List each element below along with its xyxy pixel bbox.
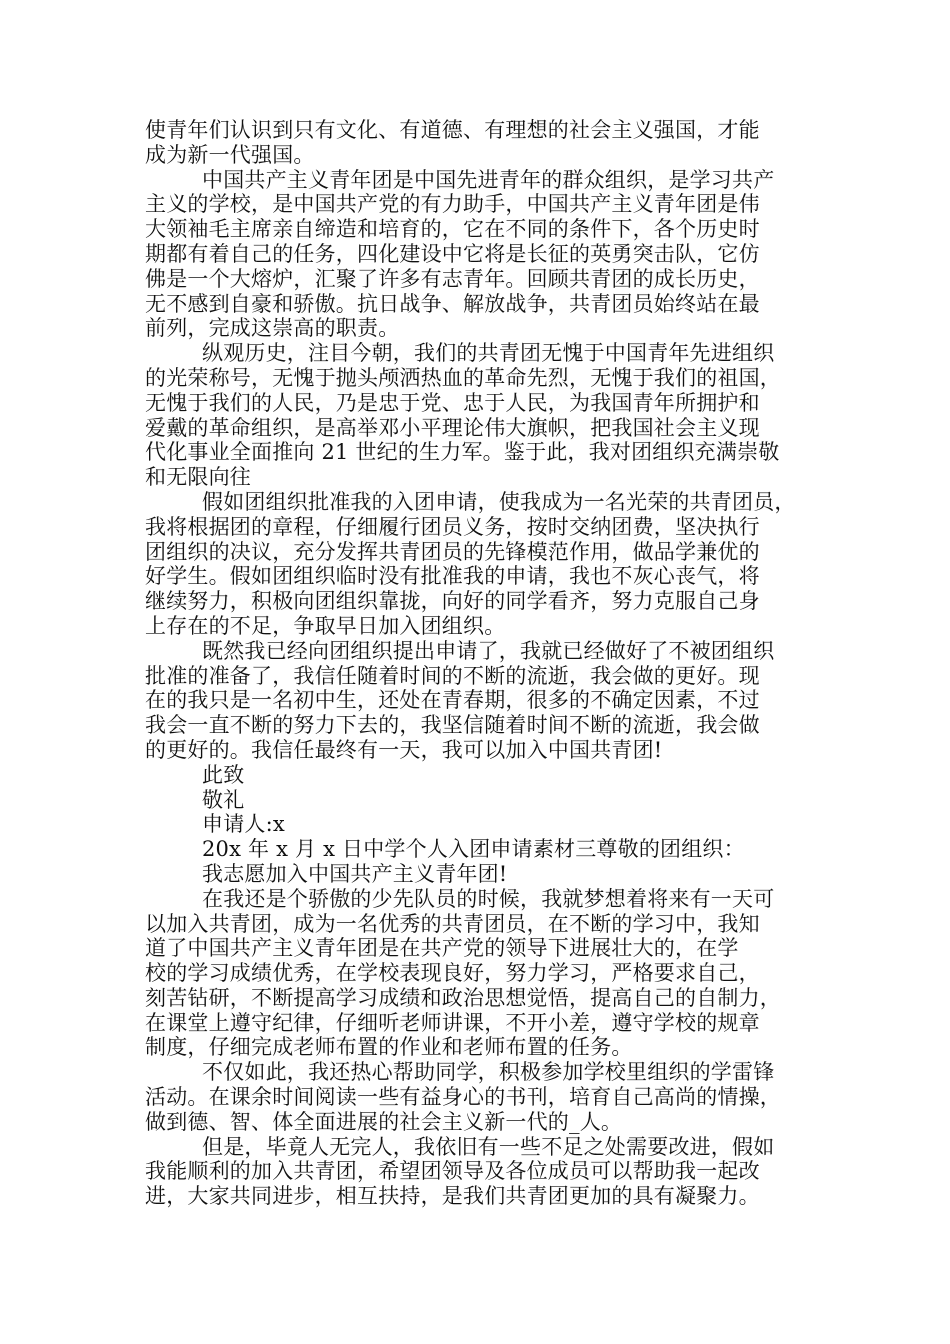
text-line: 我将根据团的章程，仔细履行团员义务，按时交纳团费，坚决执行 <box>145 514 760 539</box>
text-line: 我志愿加入中国共产主义青年团! <box>202 861 508 886</box>
text-line: 无不感到自豪和骄傲。抗日战争、解放战争，共青团员始终站在最 <box>145 291 760 316</box>
text-line: 批准的准备了，我信任随着时间的不断的流逝，我会做的更好。现 <box>145 663 760 688</box>
text-line: 不仅如此，我还热心帮助同学，积极参加学校里组织的学雷锋 <box>202 1060 775 1085</box>
text-line: 活动。在课余时间阅读一些有益身心的书刊，培育自己高尚的情操， <box>145 1085 781 1110</box>
text-line: 成为新一代强国。 <box>145 142 315 167</box>
text-line: 前列，完成这崇高的职责。 <box>145 316 400 341</box>
text-line: 的更好的。我信任最终有一天，我可以加入中国共青团! <box>145 737 663 762</box>
text-line: 以加入共青团，成为一名优秀的共青团员，在不断的学习中，我知 <box>145 911 760 936</box>
text-line: 申请人:x <box>202 812 285 837</box>
text-line: 团组织的决议，充分发挥共青团员的先锋模范作用，做品学兼优的 <box>145 539 760 564</box>
text-line: 刻苦钻研，不断提高学习成绩和政治思想觉悟，提高自己的自制力， <box>145 985 781 1010</box>
text-line: 校的学习成绩优秀，在学校表现良好，努力学习，严格要求自己， <box>145 961 760 986</box>
text-line: 无愧于我们的人民，乃是忠于党、忠于人民，为我国青年所拥护和 <box>145 390 760 415</box>
text-line: 大领袖毛主席亲自缔造和培育的，它在不同的条件下，各个历史时 <box>145 217 760 242</box>
text-line: 好学生。假如团组织临时没有批准我的申请，我也不灰心丧气，将 <box>145 564 760 589</box>
text-line: 纵观历史，注目今朝，我们的共青团无愧于中国青年先进组织 <box>202 341 775 366</box>
text-line: 进，大家共同进步，相互扶持，是我们共青团更加的具有凝聚力。 <box>145 1184 760 1209</box>
text-line: 的光荣称号，无愧于抛头颅洒热血的革命先烈，无愧于我们的祖国， <box>145 365 781 390</box>
text-line: 代化事业全面推向 21 世纪的生力军。鉴于此，我对团组织充满崇敬 <box>145 440 780 465</box>
text-line: 中国共产主义青年团是中国先进青年的群众组织，是学习共产 <box>202 167 775 192</box>
text-line: 假如团组织批准我的入团申请，使我成为一名光荣的共青团员， <box>202 489 796 514</box>
text-line: 做到德、智、体全面进展的社会主义新一代的_人。 <box>145 1109 623 1134</box>
text-line: 道了中国共产主义青年团是在共产党的领导下进展壮大的，在学 <box>145 936 739 961</box>
text-line: 爱戴的革命组织，是高举邓小平理论伟大旗帜，把我国社会主义现 <box>145 415 760 440</box>
text-line: 上存在的不足，争取早日加入团组织。 <box>145 613 506 638</box>
text-line: 制度，仔细完成老师布置的作业和老师布置的任务。 <box>145 1035 633 1060</box>
text-line: 佛是一个大熔炉，汇聚了许多有志青年。回顾共青团的成长历史， <box>145 266 760 291</box>
text-line: 既然我已经向团组织提出申请了，我就已经做好了不被团组织 <box>202 638 775 663</box>
text-line: 敬礼 <box>202 787 245 812</box>
text-line: 20x 年 x 月 x 日中学个人入团申请素材三尊敬的团组织： <box>202 837 745 862</box>
text-line: 在的我只是一名初中生，还处在青春期，很多的不确定因素，不过 <box>145 688 760 713</box>
document-body <box>145 118 810 1209</box>
text-line: 我能顺利的加入共青团，希望团领导及各位成员可以帮助我一起改 <box>145 1159 760 1184</box>
text-line: 主义的学校，是中国共产党的有力助手，中国共产主义青年团是伟 <box>145 192 760 217</box>
text-line: 但是，毕竟人无完人，我依旧有一些不足之处需要改进，假如 <box>202 1134 775 1159</box>
text-line: 继续努力，积极向团组织靠拢，向好的同学看齐，努力克服自己身 <box>145 589 760 614</box>
text-line: 在课堂上遵守纪律，仔细听老师讲课，不开小差，遵守学校的规章 <box>145 1010 760 1035</box>
text-line: 此致 <box>202 762 245 787</box>
text-line: 和无限向往 <box>145 465 251 490</box>
text-line: 在我还是个骄傲的少先队员的时候，我就梦想着将来有一天可 <box>202 886 775 911</box>
text-line: 我会一直不断的努力下去的，我坚信随着时间不断的流逝，我会做 <box>145 713 760 738</box>
text-line: 使青年们认识到只有文化、有道德、有理想的社会主义强国，才能 <box>145 118 760 142</box>
text-line: 期都有着自己的任务，四化建设中它将是长征的英勇突击队，它仿 <box>145 241 760 266</box>
